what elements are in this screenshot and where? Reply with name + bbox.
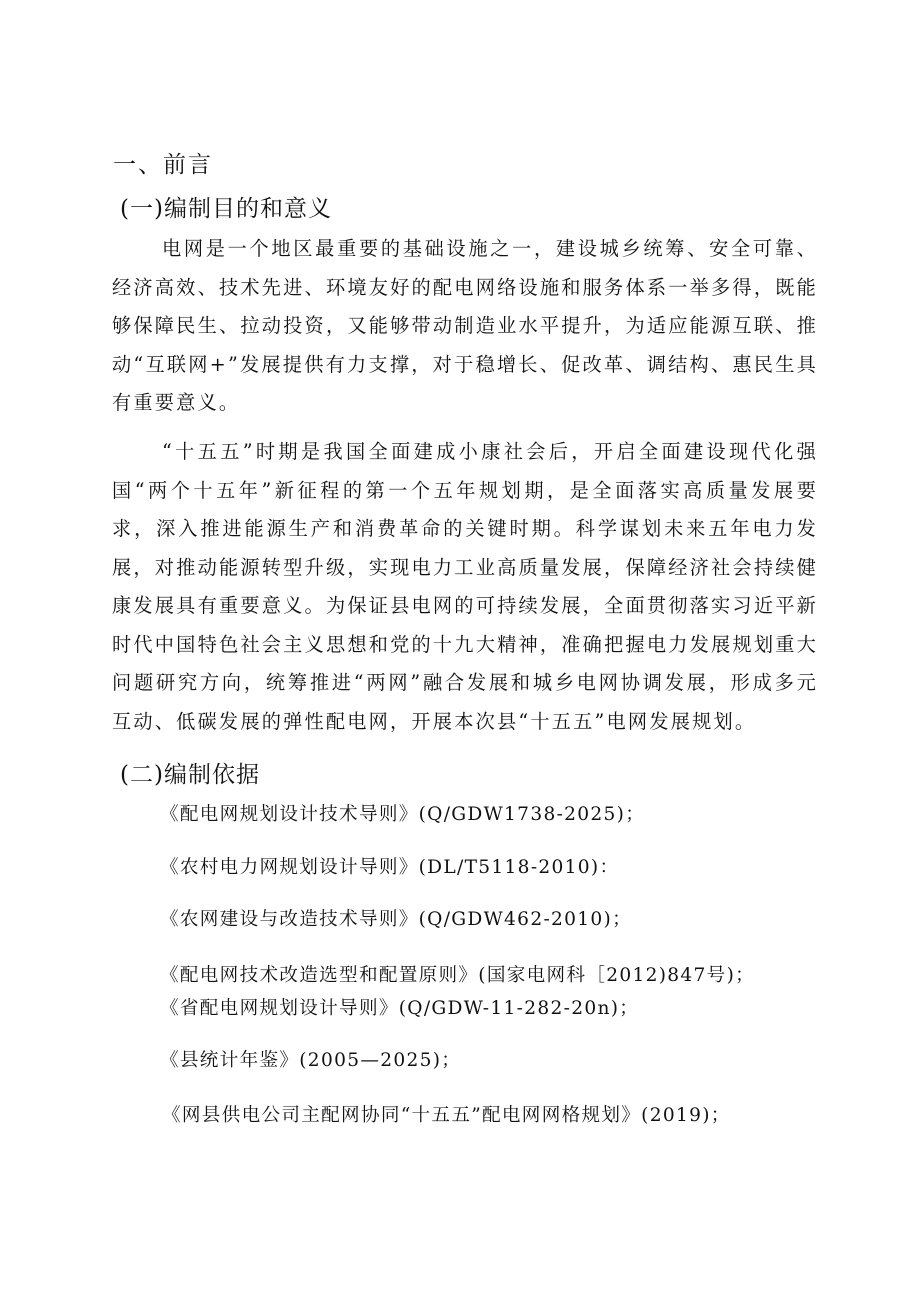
reference-item: 《配电网技术改造选型和配置原则》(国家电网科［2012)847号)； (160, 965, 756, 986)
paragraph-purpose-2: “十五五”时期是我国全面建成小康社会后，开启全面建设现代化强国“两个十五年”新征程的第一个五年规划期，是全面落实高质量发展要求，深入推进能源生产和消费革命的关键时期。科学谋划未来五年电力发展，对推动能源转型升级，实现电力工业高质量发展，保障经济社会持续健康发展具有重要意义。为保证县电网的可持续发展，全面贯彻落实习近平新时代中国特色社会主义思想和党的十九大精神，准确把握电力发展规划重大问题研究方向，统筹推进“两网”融合发展和城乡电网协调发展，形成多元互动、低碳发展的弹性配电网，开展本次县“十五五”电网发展规划。 (112, 440, 818, 733)
subsection-title-purpose: (一)编制目的和意义 (120, 196, 332, 222)
subsection-title-basis: (二)编制依据 (120, 762, 260, 788)
paragraph-purpose-1: 电网是一个地区最重要的基础设施之一，建设城乡统筹、安全可靠、经济高效、技术先进、环境友好的配电网络设施和服务体系一举多得，既能够保障民生、拉动投资，又能够带动制造业水平提升，为适应能源互联、推动“互联网+”发展提供有力支撑，对于稳增长、促改革、调结构、惠民生具有重要意义。 (112, 237, 818, 414)
reference-item: 《省配电网规划设计导则》(Q/GDW-11-282-20n)； (160, 998, 640, 1019)
reference-item: 《农网建设与改造技术导则》(Q/GDW462-2010)； (160, 909, 632, 930)
reference-item: 《农村电力网规划设计导则》(DL/T5118-2010)： (160, 857, 620, 878)
reference-item: 《网县供电公司主配网协同“十五五”配电网网格规划》(2019)； (162, 1105, 731, 1126)
reference-item: 《配电网规划设计技术导则》(Q/GDW1738-2025)； (160, 804, 646, 825)
reference-item: 《县统计年鉴》(2005—2025)； (160, 1050, 462, 1071)
section-title: 一、前言 (113, 152, 213, 178)
